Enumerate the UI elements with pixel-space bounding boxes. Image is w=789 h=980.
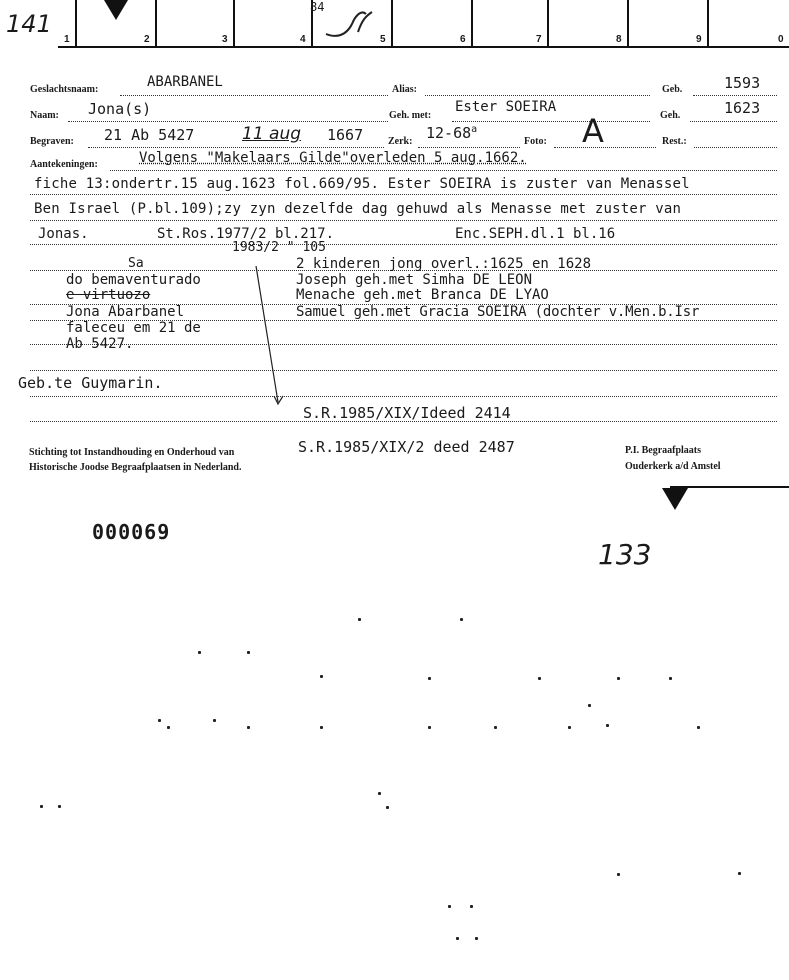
index-notch-icon bbox=[662, 488, 688, 512]
handwritten-card-number: 141 bbox=[6, 10, 52, 38]
born2-label: Geh. bbox=[660, 110, 681, 121]
children-line: 2 kinderen jong overl.:1625 en 1628 bbox=[296, 256, 592, 272]
surname-label: Geslachtsnaam: bbox=[30, 84, 99, 95]
born1-label: Geb. bbox=[662, 84, 683, 95]
grave-value bbox=[426, 124, 477, 142]
notes-dotline bbox=[30, 220, 777, 221]
name-label: Naam: bbox=[30, 110, 59, 121]
buried-dotline bbox=[88, 147, 384, 148]
column-number: 5 bbox=[380, 34, 386, 45]
born2-value: 1623 bbox=[724, 99, 761, 117]
photo-value: A bbox=[582, 112, 604, 150]
photo-label: Foto: bbox=[524, 136, 547, 147]
footer-org-line-2: Historische Joodse Begraafplaatsen in Nederland. bbox=[29, 462, 242, 473]
ref-st-ros-sub: 1983/2 " 105 bbox=[232, 240, 326, 255]
column-number: 0 bbox=[778, 34, 784, 45]
alias-label: Alias: bbox=[392, 84, 417, 95]
footer-cemetery-line-1: P.I. Begraafplaats bbox=[625, 445, 702, 456]
epitaph-line: e virtuozo bbox=[66, 287, 151, 303]
grave-number: 12-68 bbox=[426, 124, 472, 142]
column-number: 9 bbox=[696, 34, 702, 45]
surname-dotline bbox=[120, 95, 388, 96]
footer-org-line-1: Stichting tot Instandhouding en Onderhoud van bbox=[29, 447, 235, 458]
epitaph-line: Sa bbox=[128, 256, 144, 271]
top-strip-border bbox=[58, 46, 789, 48]
column-number: 8 bbox=[616, 34, 622, 45]
connector-line bbox=[250, 262, 300, 412]
married-value: Ester SOEIRA bbox=[455, 99, 557, 115]
column-annotation: 84 bbox=[310, 0, 325, 14]
married-label: Geh. met: bbox=[389, 110, 432, 121]
column-number: 1 bbox=[64, 34, 70, 45]
column-number: 4 bbox=[300, 34, 306, 45]
surname-value: ABARBANEL bbox=[147, 74, 223, 90]
buried-handwritten: 11 aug bbox=[242, 124, 302, 144]
buried-year: 1667 bbox=[327, 126, 364, 144]
photo-dotline bbox=[554, 147, 656, 148]
column-number: 2 bbox=[144, 34, 150, 45]
children-line: Samuel geh.met Gracia SOEIRA (dochter v.Men.b.Isr bbox=[296, 304, 700, 320]
name-dotline bbox=[68, 121, 388, 122]
alias-dotline bbox=[425, 95, 650, 96]
column-number: 7 bbox=[536, 34, 542, 45]
epitaph-line: faleceu em 21 de bbox=[66, 320, 201, 336]
notes-dotline bbox=[30, 421, 777, 422]
ref-enc: Enc.SEPH.dl.1 bl.16 bbox=[455, 226, 616, 242]
footer-cemetery-line-2: Ouderkerk a/d Amstel bbox=[625, 461, 721, 472]
rest-dotline bbox=[694, 147, 777, 148]
name-value: Jona(s) bbox=[88, 100, 152, 118]
epitaph-line: Jona Abarbanel bbox=[66, 304, 185, 320]
children-line: Joseph geh.met Simha DE LEON bbox=[296, 272, 533, 288]
grave-label: Zerk: bbox=[388, 136, 413, 147]
handwritten-scribble-icon bbox=[322, 2, 378, 42]
married-dotline bbox=[452, 121, 650, 122]
born1-dotline bbox=[693, 95, 777, 96]
epitaph-line: do bemaventurado bbox=[66, 272, 201, 288]
notes-dotline bbox=[30, 370, 777, 371]
notes-dotline bbox=[30, 344, 777, 345]
buried-value: 21 Ab 5427 bbox=[104, 126, 195, 144]
birthplace: Geb.te Guymarin. bbox=[18, 374, 163, 392]
sr-deed-1: S.R.1985/XIX/Ideed 2414 bbox=[303, 404, 511, 422]
grave-suffix: a bbox=[471, 124, 478, 135]
notes-dotline bbox=[30, 396, 777, 397]
sr-deed-2: S.R.1985/XIX/2 deed 2487 bbox=[298, 438, 515, 456]
epitaph-line: Ab 5427. bbox=[66, 336, 134, 352]
children-line: Menache geh.met Branca DE LYAO bbox=[296, 287, 549, 303]
notes-label: Aantekeningen: bbox=[30, 159, 98, 170]
notes-line-2: fiche 13:ondertr.15 aug.1623 fol.669/95. Ester SOEIRA is zuster van Menassel bbox=[34, 176, 690, 192]
buried-label: Begraven: bbox=[30, 136, 74, 147]
notes-dotline bbox=[110, 170, 777, 171]
column-number: 3 bbox=[222, 34, 228, 45]
notes-line-3: Ben Israel (P.bl.109);zy zyn dezelfde dag gehuwd als Menasse met zuster van bbox=[34, 201, 682, 217]
rest-label: Rest.: bbox=[662, 136, 687, 147]
index-notch-icon bbox=[104, 0, 128, 22]
notes-dotline bbox=[30, 244, 777, 245]
notes-dotline bbox=[30, 194, 777, 195]
grave-dotline bbox=[418, 147, 520, 148]
column-number: 6 bbox=[460, 34, 466, 45]
born1-value: 1593 bbox=[724, 74, 761, 92]
notes-line-4: Jonas. bbox=[38, 226, 89, 242]
handwritten-page-number: 133 bbox=[598, 538, 652, 571]
ref-st-ros: St.Ros.1977/2 bl.217. bbox=[157, 226, 335, 242]
born2-dotline bbox=[690, 121, 777, 122]
stamp-number: 000069 bbox=[92, 520, 171, 544]
notes-line-1: Volgens "Makelaars Gilde"overleden 5 aug.1662. bbox=[139, 150, 527, 166]
